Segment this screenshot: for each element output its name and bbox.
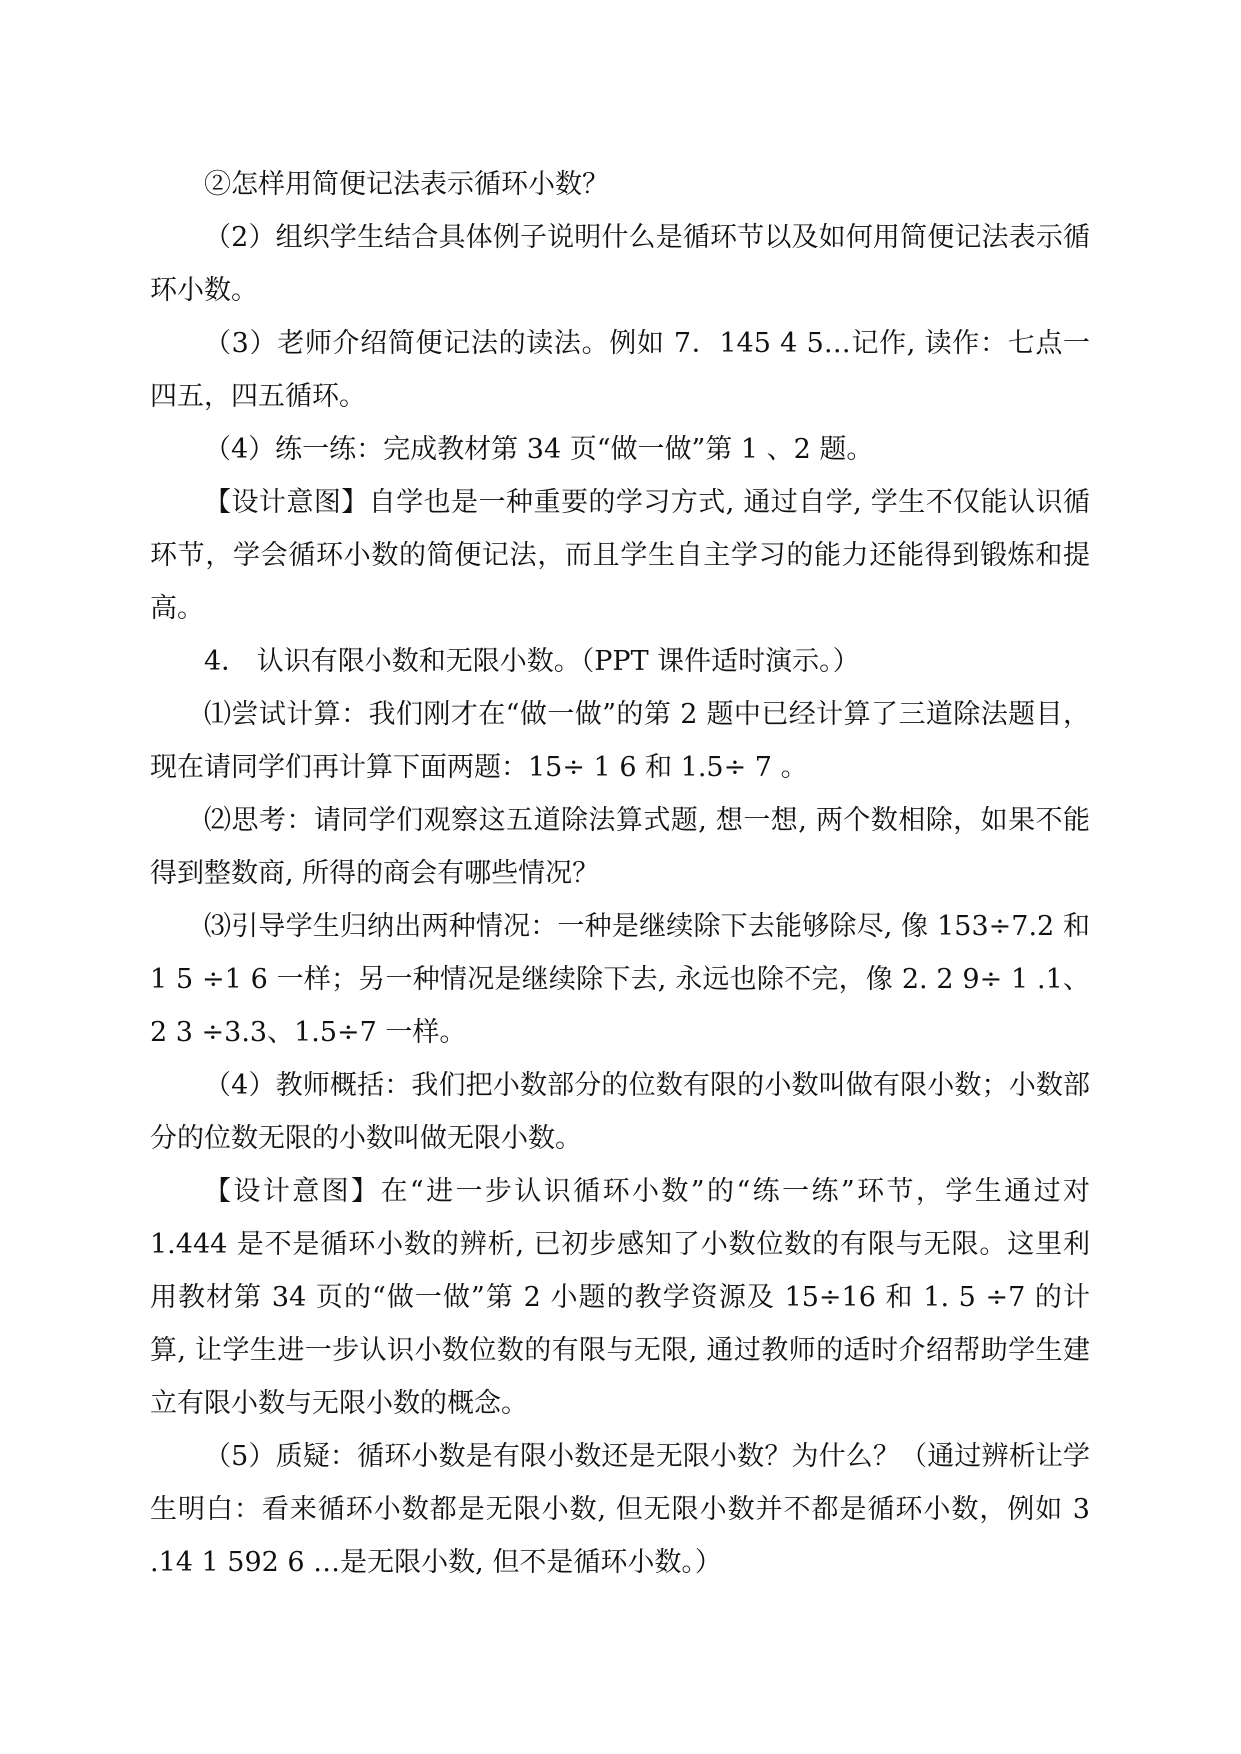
document-body [150, 158, 1090, 1589]
paragraph-question-notation: ②怎样用简便记法表示循环小数？ [204, 169, 609, 200]
paragraph-step-2: （2）组织学生结合具体例子说明什么是循环节以及如何用简便记法表示循环小数。 [150, 222, 1090, 306]
paragraph-summarize-cases: ⑶引导学生归纳出两种情况：一种是继续除下去能够除尽, 像 153÷7.2 和 1 5 ÷1 6 一样；另一种情况是继续除下去, 永远也除不完，像 2. 2 9÷ 1 .1、2 3 ÷3.3、1.5÷7 一样。 [150, 911, 1090, 1048]
paragraph-design-intent-1: 【设计意图】自学也是一种重要的学习方式, 通过自学, 学生不仅能认识循环节，学会循环小数的简便记法，而且学生自主学习的能力还能得到锻炼和提高。 [150, 487, 1090, 624]
paragraph-design-intent-2: 【设计意图】在“进一步认识循环小数”的“练一练”环节，学生通过对 1.444 是不是循环小数的辨析, 已初步感知了小数位数的有限与无限。这里利用教材第 34 页的“做一做”第 2 小题的教学资源及 15÷16 和 1. 5 ÷7 的计算, 让学生进一步认识小数位数的有限与无限, 通过教师的适时介绍帮助学生建立有限小数与无限小数的概念。 [150, 1176, 1090, 1419]
paragraph-question-5: （5）质疑：循环小数是有限小数还是无限小数？为什么？（通过辨析让学生明白：看来循环小数都是无限小数, 但无限小数并不都是循环小数，例如 3 .14 1 592 6 …是无限小数, 但不是循环小数。） [150, 1441, 1090, 1578]
paragraph-step-4-practice: （4）练一练：完成教材第 34 页“做一做”第 1 、2 题。 [204, 434, 874, 465]
paragraph-try-calculation: ⑴尝试计算：我们刚才在“做一做”的第 2 题中已经计算了三道除法题目，现在请同学们再计算下面两题：15÷ 1 6 和 1.5÷ 7 。 [150, 699, 1090, 783]
paragraph-section-4-heading: 4． 认识有限小数和无限小数。（PPT 课件适时演示。） [204, 646, 860, 677]
paragraph-teacher-summary: （4）教师概括：我们把小数部分的位数有限的小数叫做有限小数；小数部分的位数无限的小数叫做无限小数。 [150, 1070, 1090, 1154]
paragraph-think: ⑵思考：请同学们观察这五道除法算式题, 想一想, 两个数相除，如果不能得到整数商, 所得的商会有哪些情况？ [150, 805, 1090, 889]
paragraph-step-3: （3）老师介绍简便记法的读法。例如 7．145 4 5…记作, 读作：七点一四五，四五循环。 [150, 328, 1090, 412]
